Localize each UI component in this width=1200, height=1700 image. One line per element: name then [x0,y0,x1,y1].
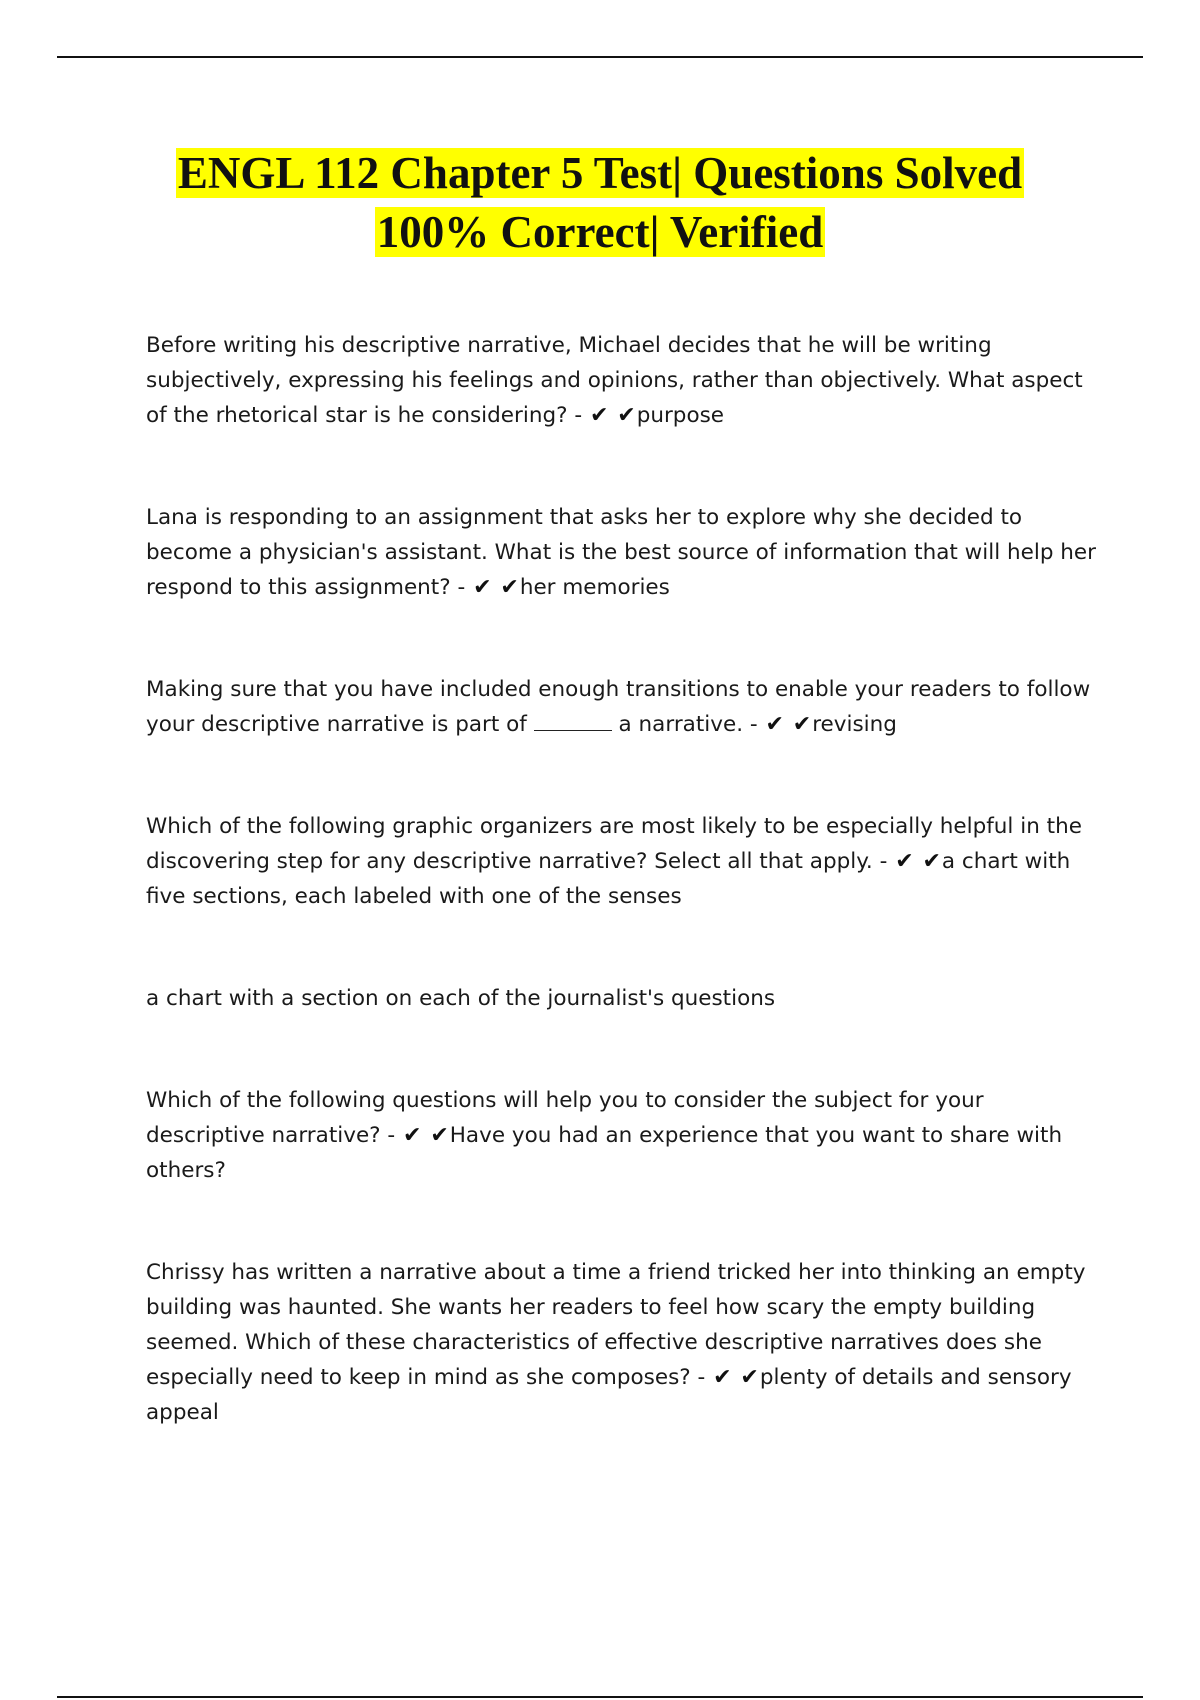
fill-in-blank [534,710,612,731]
question-text: Making sure that you have included enough transitions to enable your readers to follow your descriptive narrative is part of [146,677,1091,737]
separator: - [872,849,895,874]
question-item [146,809,1098,914]
question-item [146,672,1098,742]
separator: - [743,712,765,737]
check-icon: ✔ [617,403,636,428]
top-rule [57,56,1143,58]
check-icon: ✔ [765,712,784,737]
question-item [146,500,1098,605]
check-icon: ✔ [500,575,519,600]
question-text: Chrissy has written a narrative about a time a friend tricked her into thinking an empty building was haunted. She wants her readers to feel how scary the empty building seemed. Which of these characteristics of effective descriptive narratives does she especially need to keep in mind as she composes? [146,1260,1086,1390]
question-text: Before writing his descriptive narrative, Michael decides that he will be writing subjectively, expressing his feelings and opinions, rather than objectively. What aspect of the rhetorical star is he considering? [146,333,1083,428]
check-icon: ✔ [430,1123,449,1148]
check-icon: ✔ [589,403,609,428]
check-icon: ✔ [403,1123,422,1148]
separator: - [690,1365,713,1390]
answer-continuation [146,981,1098,1016]
bottom-rule [57,1696,1143,1698]
check-icon: ✔ [922,849,941,874]
answer-text: a chart with five sections, each labeled with one of the senses [146,849,1071,909]
separator: - [567,403,589,428]
separator: - [380,1123,403,1148]
check-icon: ✔ [473,575,492,600]
check-icon: ✔ [713,1365,732,1390]
check-icon: ✔ [792,712,812,737]
question-item [146,1255,1098,1430]
check-icon: ✔ [895,849,914,874]
document-title [60,144,1140,262]
answer-text: revising [812,712,897,737]
question-text: Which of the following graphic organizers are most likely to be especially helpful in the discovering step for any descriptive narrative? Select all that apply. [146,814,1082,874]
question-text: Lana is responding to an assignment that asks her to explore why she decided to become a physician's assistant. What is the best source of information that will help her respond to this assignment? [146,505,1096,600]
question-list [146,328,1098,1430]
answer-text: Have you had an experience that you want to share with others? [146,1123,1063,1183]
question-text-continued: a narrative. [618,712,744,737]
question-text: Which of the following questions will help you to consider the subject for your descriptive narrative? [146,1088,984,1148]
title-line-2: 100% Correct| Verified [376,207,824,257]
separator: - [450,575,473,600]
check-icon: ✔ [740,1365,759,1390]
question-item [146,328,1098,433]
answer-text: a chart with a section on each of the journalist's questions [146,986,776,1011]
answer-text: purpose [636,403,725,428]
answer-text: plenty of details and sensory appeal [146,1365,1072,1425]
answer-text: her memories [519,575,670,600]
question-item [146,1083,1098,1188]
title-line-1: ENGL 112 Chapter 5 Test| Questions Solved [177,148,1023,198]
